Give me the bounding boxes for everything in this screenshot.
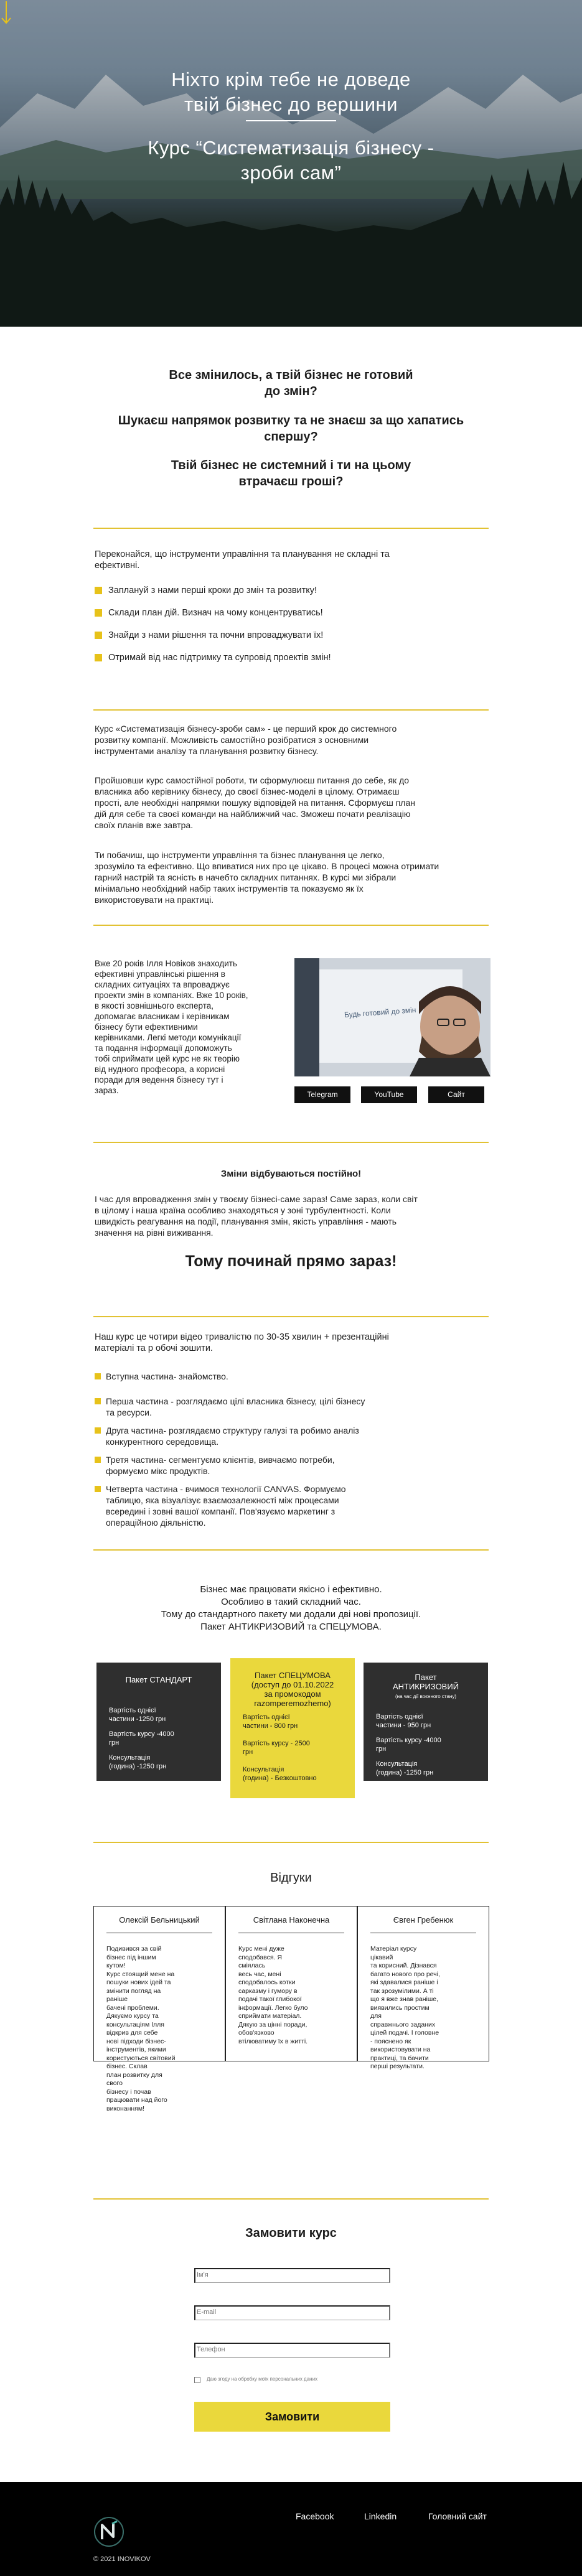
author-bio: Вже 20 років Ілля Новіков знаходить ефективні управлінські рішення в складних ситуаціях та впроваджує проекти змін в компаніях. Вже 10 років, в якості зовнішнього експерта, допомагає власникам і керівникам бізнесу бути ефективними керівниками. Легкі методи комунікації та подання інформації допоможуть тобі сприймати цей курс не як теорію від нудного професора, а корисні поради для ведення бізнесу тут і зараз. — [95, 959, 248, 1095]
review-text: Матеріал курсу цікавий та корисний. Дізнався багато нового про речі, які здавалися раніше і так зрозумілими. А ті що я вже знав раніше, виявились простим для справжнього заданих цілей подачі. І головне - пояснено як використовувати на практиці, та бачити перші результати. — [370, 1945, 440, 2070]
bullet-icon — [95, 654, 102, 661]
site-button[interactable]: Сайт — [428, 1086, 484, 1103]
bullet-icon — [95, 632, 102, 639]
youtube-button[interactable]: YouTube — [361, 1086, 417, 1103]
about-paragraph-1: Курс «Систематизація бізнесу-зроби сам» - це перший крок до системного розвитку компанії. Можливість самостійно розібратися з основними інструментами аналізу та планування розвитку бізнесу. — [95, 724, 397, 756]
price-row: Вартість курсу -4000 грн — [376, 1737, 441, 1753]
reviews-title: Відгуки — [270, 1871, 312, 1885]
bullet-icon — [95, 1427, 101, 1434]
course-item-4: Третя частина- сегментуємо клієнтів, вивчаємо потреби, формуємо мікс продуктів. — [106, 1455, 335, 1476]
course-item-5: Четверта частина - вчимося технології CANVAS. Формуємо таблицю, яка візуалізує взаємозалежності між процесами всередині і зовні вашої компанії. Пов'язуємо маркетинг з операційною діяльністю. — [106, 1484, 346, 1528]
course-item-2: Перша частина - розглядаємо цілі власника бізнесу, цілі бізнесу та ресурси. — [106, 1396, 365, 1417]
arrow-down-icon[interactable] — [0, 0, 12, 25]
price-row: Консультація (година) -1250 грн — [376, 1760, 434, 1776]
divider — [93, 1316, 489, 1317]
main-site-link[interactable]: Головний сайт — [428, 2511, 487, 2521]
about-paragraph-3: Ти побачиш, що інструменти управління та бізнес планування це легко, зрозуміло та ефективно. Що впиватися них про це цікаво. В процесі можна отримати гарний настрій та ясність в начебто складних питаннях. В курсі ми зібрали мінімально необхідний набір таких інструментів та показуємо як їх використовувати на практиці. — [95, 850, 439, 905]
hero-section — [0, 0, 582, 327]
divider — [93, 528, 489, 529]
price-row: Консультація (година) -1250 грн — [109, 1754, 167, 1770]
author-photo-image — [294, 958, 490, 1076]
logo-icon[interactable] — [93, 2516, 124, 2547]
price-card-standard[interactable] — [96, 1663, 221, 1781]
photo-caption: Будь готовий до змін — [344, 1005, 416, 1020]
hero-title-line2: твій бізнес до вершини — [184, 93, 398, 115]
review-text: Курс мені дуже сподобався. Я сміялась весь час, мені сподобалось котки сарказму і гумору в подачі такої глибокої інформації. Легко було сприймати матеріал. Дякую за цінні поради, обов'язково втілюватиму їх в житті. — [238, 1945, 308, 2045]
hero-course-line1: Курс “Систематизація бізнесу - — [148, 137, 434, 159]
submit-button[interactable]: Замовити — [194, 2402, 390, 2432]
divider — [93, 1549, 489, 1551]
price-row: Консультація (година) - Безкоштовно — [243, 1766, 317, 1782]
price-card-anticrisis[interactable] — [364, 1663, 488, 1781]
divider — [93, 1142, 489, 1143]
hero-course-line2: зроби сам” — [240, 162, 342, 184]
divider — [93, 2198, 489, 2200]
price-row: Вартість однієї частини -1250 грн — [109, 1707, 166, 1723]
convince-item-2: Склади план дій. Визнач на чому концентруватись! — [108, 608, 323, 618]
consent-checkbox[interactable] — [194, 2377, 200, 2383]
review-text: Подивився за свій бізнес під іншим кутом! Курс стоящий мене на пошуки нових ідей та змінити погляд на раніше бачені проблеми. Дякуємо курсу та консультаціям Ілля відкрив для себе нові підходи бізнес- інструментів, якими користуються світовий бізнес. Склав план розвитку для свого бізнесу і почав працювати над його виконанням! — [106, 1945, 176, 2112]
price-card-title: Пакет АНТИКРИЗОВИЙ — [392, 1673, 459, 1691]
convince-item-4: Отримай від нас підтримку та супровід проектів змін! — [108, 653, 331, 663]
convince-item-1: Заплануй з нами перші кроки до змін та розвитку! — [108, 586, 317, 595]
course-intro: Наш курс це чотири відео тривалістю по 30-35 хвилин + презентаційні матеріалі та р обочі зошити. — [95, 1332, 389, 1353]
hero-divider — [246, 120, 336, 121]
about-paragraph-2: Пройшовши курс самостійної роботи, ти сформулюєш питання до себе, як до власника або керівнику бізнесу, до своєї бізнес-моделі в цілому. Отримаєш прості, але необхідні напрямки пошуку відповідей на питання. Сформуєш план дій для себе та своєї команди на найближчий час. Зможеш почати реалізацію своїх планів вже завтра. — [95, 775, 415, 830]
phone-field[interactable] — [194, 2343, 390, 2358]
email-field[interactable] — [194, 2305, 390, 2320]
divider — [93, 925, 489, 926]
course-item-1: Вступна частина- знайомство. — [106, 1371, 228, 1381]
divider — [93, 709, 489, 711]
change-text: І час для впровадження змін у твоєму бізнесі-саме зараз! Саме зараз, коли світ в цілому і наша країна особливо знаходяться у зоні турбулентності. Коли швидкість реагування на події, планування змін, якість управління - мають значення на рівні виживання. — [95, 1194, 418, 1238]
price-card-title: Пакет СТАНДАРТ — [125, 1675, 192, 1684]
bullet-icon — [95, 1398, 101, 1404]
bullet-icon — [95, 587, 102, 594]
review-card — [93, 1906, 225, 2112]
order-title: Замовити курс — [245, 2226, 337, 2240]
author-photo — [294, 958, 490, 1076]
change-cta: Тому починай прямо зараз! — [185, 1253, 397, 1270]
price-row: Вартість однієї частини - 950 грн — [376, 1713, 431, 1729]
facebook-link[interactable]: Facebook — [296, 2511, 334, 2521]
price-row: Вартість однієї частини - 800 грн — [243, 1714, 298, 1730]
hero-title-line1: Ніхто крім тебе не доведе — [171, 68, 411, 90]
telegram-button[interactable]: Telegram — [294, 1086, 350, 1103]
question-1: Все змінилось, а твій бізнес не готовий до змін? — [169, 368, 413, 398]
footer — [0, 2482, 582, 2576]
price-card-special[interactable] — [230, 1658, 355, 1798]
linkedin-link[interactable]: Linkedin — [364, 2511, 397, 2521]
offer-text: Бізнес має працювати якісно і ефективно. Особливо в такий складний час. Тому до стандартного пакету ми додали дві нові пропозиції. Пакет АНТИКРИЗОВИЙ та СПЕЦУМОВА. — [161, 1584, 421, 1632]
bullet-icon — [95, 1486, 101, 1492]
course-item-3: Друга частина- розглядаємо структуру галузі та робимо аналіз конкурентного середовища. — [106, 1426, 359, 1447]
price-row: Вартість курсу - 2500 грн — [243, 1740, 310, 1756]
change-title: Зміни відбуваються постійно! — [220, 1169, 362, 1179]
divider — [93, 1842, 489, 1843]
convince-intro: Переконайся, що інструменти управління та планування не складні та ефективні. — [95, 549, 390, 571]
price-card-subtitle: (на час дії воєнного стану) — [395, 1694, 456, 1699]
consent-label: Даю згоду на обробку моїх персональних даних — [207, 2376, 318, 2382]
bullet-icon — [95, 1373, 101, 1379]
convince-item-3: Знайди з нами рішення та почни впроваджувати їх! — [108, 630, 324, 640]
name-field[interactable] — [194, 2268, 390, 2283]
copyright: © 2021 INOVIKOV — [93, 2555, 151, 2563]
review-card — [357, 1906, 489, 2070]
review-author: Євген Гребенюк — [393, 1915, 454, 1925]
bullet-icon — [95, 609, 102, 617]
review-author: Світлана Наконечна — [253, 1915, 330, 1925]
review-card — [225, 1906, 357, 2061]
question-3: Твій бізнес не системний і ти на цьому втрачаєш гроші? — [171, 459, 411, 488]
review-author: Олексій Бельницький — [119, 1915, 200, 1925]
price-card-title: Пакет СПЕЦУМОВА (доступ до 01.10.2022 за промокодом razomperemozhemo) — [251, 1671, 334, 1708]
bullet-icon — [95, 1457, 101, 1463]
price-row: Вартість курсу -4000 грн — [109, 1730, 174, 1747]
question-2: Шукаєш напрямок розвитку та не знаєш за що хапатись спершу? — [118, 414, 464, 444]
